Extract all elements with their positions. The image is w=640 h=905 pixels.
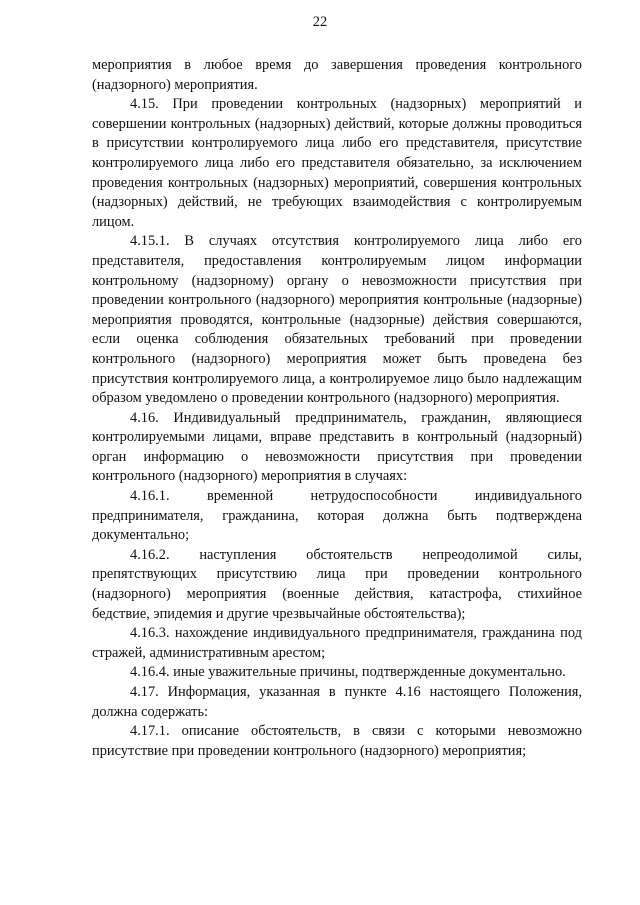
paragraph-4-16-1: 4.16.1. временной нетрудоспособности индивидуального предпринимателя, гражданина, которая должна быть подтверждена документально; (92, 488, 582, 544)
paragraph-continuation: мероприятия в любое время до завершения проведения контрольного (надзорного) мероприятия. (92, 57, 582, 93)
paragraph-4-16-4: 4.16.4. иные уважительные причины, подтвержденные документально. (130, 664, 566, 681)
paragraph-4-17: 4.17. Информация, указанная в пункте 4.16 настоящего Положения, должна содержать: (92, 684, 582, 720)
document-body (92, 56, 582, 761)
paragraph-4-17-1: 4.17.1. описание обстоятельств, в связи с которыми невозможно присутствие при проведении контрольного (надзорного) мероприятия; (92, 723, 582, 759)
page-number: 22 (312, 14, 328, 30)
paragraph-4-16: 4.16. Индивидуальный предприниматель, гражданин, являющиеся контролируемыми лицами, вправе представить в контрольный (надзорный) орган информацию о невозможности присутствия при проведении контрольного (надзорного) мероприятия в случаях: (92, 409, 582, 485)
paragraph-4-16-2: 4.16.2. наступления обстоятельств непреодолимой силы, препятствующих присутствию лица при проведении контрольного (надзорного) мероприятия (военные действия, катастрофа, стихийное бедствие, эпидемия и другие чрезвычайные обстоятельства); (92, 546, 582, 622)
paragraph-4-15-1: 4.15.1. В случаях отсутствия контролируемого лица либо его представителя, предоставления контролируемым лицом информации контрольному (надзорному) органу о невозможности присутствия при проведении контрольного (надзорного) мероприятия контрольные (надзорные) мероприятия проводятся, контрольные (надзорные) действия совершаются, если оценка соблюдения обязательных требований при проведении контрольного (надзорного) мероприятия может быть проведена без присутствия контролируемого лица, а контролируемое лицо было надлежащим образом уведомлено о проведении контрольного (надзорного) мероприятия. (92, 233, 582, 407)
paragraph-4-15: 4.15. При проведении контрольных (надзорных) мероприятий и совершении контрольных (надзорных) действий, которые должны проводиться в присутствии контролируемого лица либо его представителя, присутствие контролируемого лица либо его представителя обязательно, за исключением проведения контрольных (надзорных) мероприятий, совершения контрольных (надзорных) действий, не требующих взаимодействия с контролируемым лицом. (92, 96, 582, 230)
paragraph-4-16-3: 4.16.3. нахождение индивидуального предпринимателя, гражданина под стражей, административным арестом; (92, 625, 582, 661)
